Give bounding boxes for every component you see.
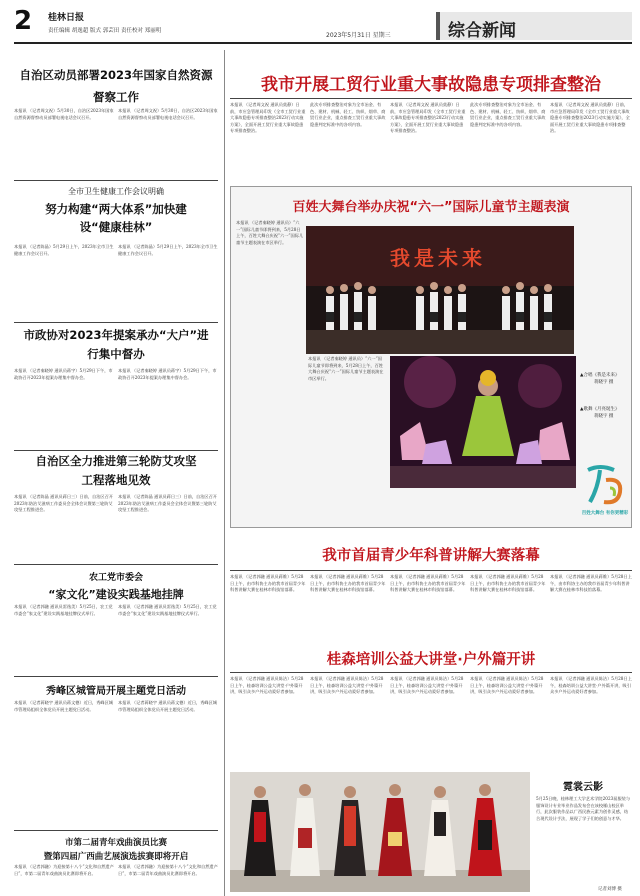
divider	[14, 564, 218, 565]
training-body-col5: 本报讯 （记者郭融 通讯员陈洁）5月28日上午，桂森培训公益大讲堂·户外篇开讲，吸引众多户外运动爱好者参加。	[550, 676, 632, 695]
section-box	[436, 12, 632, 40]
fashion-credit: 记者刘博 摄	[598, 887, 622, 892]
training-body-col1: 本报讯 （记者郭融 通讯员陈洁）5月28日上午，桂森培训公益大讲堂·户外篇开讲，吸引众多户外运动爱好者参加。	[230, 676, 304, 695]
divider	[14, 450, 218, 451]
logo-text: 百姓大舞台 有你更精彩	[581, 511, 629, 516]
childrens-day-body-1: 本报讯 （记者秦晓婷 通讯员）“六一”国际儿童节即将到来，5月28日上午，百姓大舞台庆祝“六一”国际儿童节主题表演在市区举行。	[236, 220, 304, 245]
fashion-photo-art	[230, 772, 530, 892]
a5-body-2: 本报讯 （记者郭融 通讯员雷逸美）5月25日，农工党市委会“家文化”建设实践基地挂牌仪式举行。	[118, 604, 217, 616]
fashion-body: 5月25日晚，桂林理工大学艺术学院2023届服装与服饰设计专业毕业作品发布会在该校雁山校区举行，此次服装作品以广西民族元素为创作灵感，结合现代设计手法，展现了学子们的创意与才华。	[536, 796, 631, 821]
a6-headline: 秀峰区城管局开展主题党日活动	[46, 686, 186, 697]
a7-headline: 暨第四届广西曲艺展演选拔赛即将开启	[43, 852, 189, 862]
main-headline: 我市开展工贸行业重大事故隐患专项排查整治	[261, 75, 601, 95]
dance-photo-art	[390, 356, 576, 488]
divider	[230, 672, 632, 673]
divider	[14, 830, 218, 831]
training-body-col2: 本报讯 （记者郭融 通讯员陈洁）5月28日上午，桂森培训公益大讲堂·户外篇开讲，吸引众多户外运动爱好者参加。	[310, 676, 384, 695]
childrens-day-body-2: 本报讯 （记者秦晓婷 通讯员）“六一”国际儿童节即将到来，5月28日上午，百姓大舞台庆祝“六一”国际儿童节主题表演在市区举行。	[308, 356, 384, 381]
a1-body: 本报讯 （记者周文祝）5月30日，自治区2023年国家自然资源督察动员部署电视电话会议召开。	[14, 108, 114, 120]
science-body-col5: 本报讯 （记者郭融 通讯员蒋维）5月28日上午，由市科协主办的我市首届青少年科普讲解大赛在桂林市科技馆落幕。	[550, 574, 632, 593]
science-body-col4: 本报讯 （记者郭融 通讯员蒋维）5月28日上午，由市科协主办的我市首届青少年科普讲解大赛在桂林市科技馆落幕。	[470, 574, 546, 593]
stage-banner-text: 我是未来	[390, 246, 486, 270]
main-body-col3: 本报讯 （记者周文祝 通讯员莫静）日前，市应急管理局印发《全市工贸行业重大事故隐患专项排查整治2023行动实施方案》，全面开展工贸行业重大事故隐患专项排查整治。	[390, 102, 466, 134]
caption-dance: ▲歌舞《月亮诞生》 蒋晓宇 摄	[580, 407, 620, 419]
divider	[230, 570, 632, 571]
a1-body-2: 本报讯 （记者周文祝）5月30日，自治区2023年国家自然资源督察动员部署电视电话会议召开。	[118, 108, 218, 120]
a6-body-2: 本报讯 （记者蒋晓宇 通讯员蒋文德）近日，秀峰区城市管理局组织全体党员开展主题党日活动。	[118, 700, 217, 712]
divider	[14, 180, 218, 181]
main-body-col2: 此次专项排查整治对象为全市冶金、有色、建材、机械、轻工、纺织、烟草、商贸行业企业，重点排查工贸行业重大事故隐患判定标准中的各项内容。	[310, 102, 386, 127]
a7-body-2: 本报讯 （记者郭融）为迎接第十八个“文化和自然遗产日”，市第二届青年戏曲演员比赛即将开启。	[118, 864, 218, 876]
main-body-col4: 此次专项排查整治对象为全市冶金、有色、建材、机械、轻工、纺织、烟草、商贸行业企业，重点排查工贸行业重大事故隐患判定标准中的各项内容。	[470, 102, 546, 127]
a4-body-2: 本报讯 （记者陈晶 通讯员蒋日三）日前，自治区召开2023年防治艾滋病工作委员会全体会议暨第三轮防艾攻坚工程推进会。	[118, 494, 217, 513]
science-body-col1: 本报讯 （记者郭融 通讯员蒋维）5月28日上午，由市科协主办的我市首届青少年科普讲解大赛在桂林市科技馆落幕。	[230, 574, 306, 593]
left-column-divider	[224, 50, 225, 896]
masthead-rule	[14, 42, 632, 44]
training-body-col3: 本报讯 （记者郭融 通讯员陈洁）5月28日上午，桂森培训公益大讲堂·户外篇开讲，吸引众多户外运动爱好者参加。	[390, 676, 464, 695]
dance-photo	[390, 356, 576, 488]
a2-kicker: 全市卫生健康工作会议明确	[68, 187, 164, 196]
a5-headline: “家文化”建设实践基地挂牌	[48, 588, 184, 601]
event-logo	[580, 462, 630, 524]
page-number: 2	[14, 6, 33, 36]
masthead	[0, 0, 640, 42]
childrens-day-headline: 百姓大舞台举办庆祝“六一”国际儿童节主题表演	[292, 200, 570, 215]
a7-body: 本报讯 （记者郭融）为迎接第十八个“文化和自然遗产日”，市第二届青年戏曲演员比赛即将开启。	[14, 864, 114, 876]
divider	[14, 322, 218, 323]
science-body-col3: 本报讯 （记者郭融 通讯员蒋维）5月28日上午，由市科协主办的我市首届青少年科普讲解大赛在桂林市科技馆落幕。	[390, 574, 466, 593]
a4-headline: 自治区全力推进第三轮防艾攻坚工程落地见效	[35, 454, 197, 487]
a5-body: 本报讯 （记者郭融 通讯员雷逸美）5月25日，农工党市委会“家文化”建设实践基地挂牌仪式举行。	[14, 604, 113, 616]
training-body-col4: 本报讯 （记者郭融 通讯员陈洁）5月28日上午，桂森培训公益大讲堂·户外篇开讲，吸引众多户外运动爱好者参加。	[470, 676, 544, 695]
a2-body: 本报讯 （记者陈晶）5月29日上午，2023年全市卫生健康工作会议召开。	[14, 244, 114, 256]
paper-name: 桂林日报	[48, 13, 85, 23]
issue-date: 2023年5月31日 星期三	[326, 32, 391, 39]
training-headline: 桂森培训公益大讲堂·户外篇开讲	[326, 652, 536, 668]
divider	[230, 98, 632, 99]
main-body-col1: 本报讯 （记者周文祝 通讯员莫静）日前，市应急管理局印发《全市工贸行业重大事故隐患专项排查整治2023行动实施方案》，全面开展工贸行业重大事故隐患专项排查整治。	[230, 102, 306, 134]
divider	[14, 676, 218, 677]
section-name: 综合新闻	[448, 21, 516, 41]
caption-choir: ▲合唱《我是未来》 蒋晓宇 摄	[580, 373, 620, 385]
a3-body-2: 本报讯 （记者秦晓婷 通讯员蒋宇）5月29日下午，市政协召开2023年提案办理集中督办会。	[118, 368, 217, 380]
choir-photo	[306, 226, 574, 354]
a2-headline: 努力构建“两大体系”加快建设“健康桂林”	[45, 202, 187, 234]
science-body-col2: 本报讯 （记者郭融 通讯员蒋维）5月28日上午，由市科协主办的我市首届青少年科普讲解大赛在桂林市科技馆落幕。	[310, 574, 386, 593]
a3-headline: 市政协对2023年提案承办“大户”进行集中督办	[23, 328, 209, 361]
a2-body-2: 本报讯 （记者陈晶）5月29日上午，2023年全市卫生健康工作会议召开。	[118, 244, 218, 256]
a4-body: 本报讯 （记者陈晶 通讯员蒋日三）日前，自治区召开2023年防治艾滋病工作委员会全体会议暨第三轮防艾攻坚工程推进会。	[14, 494, 113, 513]
a3-body: 本报讯 （记者秦晓婷 通讯员蒋宇）5月29日下午，市政协召开2023年提案办理集中督办会。	[14, 368, 113, 380]
fashion-photo	[230, 772, 530, 892]
a5-kicker: 农工党市委会	[88, 573, 143, 583]
event-logo-art	[580, 462, 630, 508]
a1-headline: 自治区动员部署2023年国家自然资源督察工作	[19, 68, 213, 104]
fashion-headline: 霓裳云影	[563, 782, 603, 793]
science-headline: 我市首届青少年科普讲解大赛落幕	[322, 548, 540, 564]
staff-line: 责任编辑 胡逸超 版式 郭芸田 责任校对 郑丽明	[48, 28, 162, 34]
main-body-col5: 本报讯 （记者周文祝 通讯员莫静）日前，市应急管理局印发《全市工贸行业重大事故隐患专项排查整治2023行动实施方案》，全面开展工贸行业重大事故隐患专项排查整治。	[550, 102, 630, 134]
a7-kicker: 市第二届青年戏曲演员比赛	[64, 838, 167, 848]
a6-body: 本报讯 （记者蒋晓宇 通讯员蒋文德）近日，秀峰区城市管理局组织全体党员开展主题党日活动。	[14, 700, 113, 712]
